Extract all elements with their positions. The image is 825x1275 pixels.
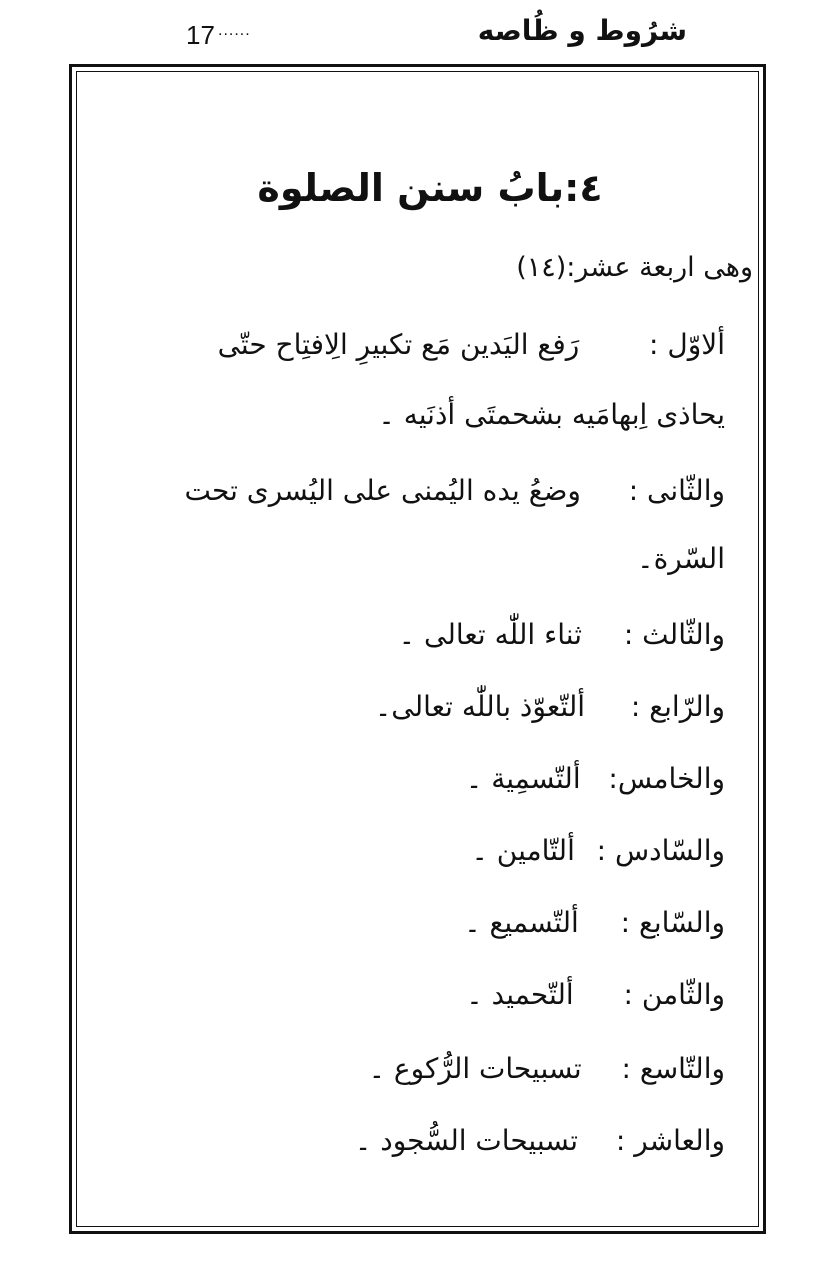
item-6	[472, 834, 726, 867]
item-2-line-1	[185, 474, 725, 507]
item-5-label: والخامس:	[608, 762, 725, 795]
item-10-text: تسبیحات السُّجود ۔	[354, 1124, 579, 1157]
item-5	[466, 762, 725, 795]
item-8-text: ألتّحمید ۔	[466, 978, 574, 1011]
item-4	[375, 690, 725, 723]
item-2-text: وضعُ یده الیُمنی علی الیُسری تحت	[184, 474, 581, 507]
item-10	[355, 1124, 725, 1157]
item-10-label: والعاشر :	[615, 1124, 725, 1157]
page-number: 17	[186, 20, 215, 50]
item-1-label: ألاوّل :	[649, 328, 725, 361]
item-1-line-1	[218, 328, 725, 361]
item-9-text: تسبیحات الرُّکوع ۔	[368, 1052, 582, 1085]
item-2-line-2: السّرة۔	[637, 542, 725, 575]
item-6-text: ألتّامین ۔	[471, 834, 575, 867]
item-8-label: والثّامن :	[623, 978, 725, 1011]
item-3-text: ثناء اللّٰه تعالی ۔	[398, 618, 583, 651]
item-9-label: والتّاسع :	[621, 1052, 725, 1085]
running-book-title: شرُوط و ظُاصه	[477, 14, 687, 47]
item-4-text: ألتّعوّذ باللّٰه تعالی۔	[374, 690, 586, 723]
item-7-label: والسّابع :	[620, 906, 725, 939]
item-8	[466, 978, 725, 1011]
item-1-text: رَفع الیَدین مَع تکبیرِ الِافتِاح حتّی	[217, 328, 580, 361]
item-7-text: ألتّسمیع ۔	[464, 906, 579, 939]
chapter-intro: وهی اربعة عشر:(١٤)	[516, 252, 753, 283]
item-4-label: والرّابع :	[630, 690, 725, 723]
item-7	[464, 906, 725, 939]
chapter-title: ٤:بابُ سنن الصلوة	[257, 166, 603, 210]
item-3	[399, 618, 725, 651]
item-3-label: والثّالث :	[623, 618, 725, 651]
item-9	[369, 1052, 725, 1085]
item-1-line-2: یحاذی اِبهامَیه بشحمتَی أذنَیه ۔	[378, 398, 725, 431]
item-5-text: ألتّسمِیة ۔	[465, 762, 581, 795]
item-6-label: والسّادس :	[596, 834, 725, 867]
page-number-dots: ......	[218, 22, 251, 39]
item-2-label: والثّانی :	[628, 474, 725, 507]
